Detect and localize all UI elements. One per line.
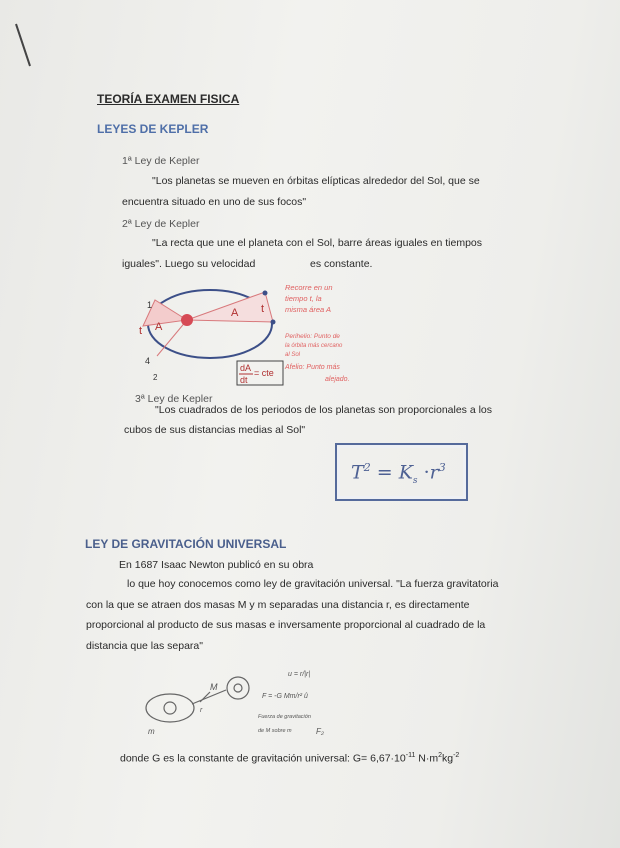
mass-big-circle	[227, 677, 249, 699]
gravitation-line3: con la que se atraen dos masas M y m separadas una distancia r, es directamente	[86, 599, 470, 611]
law3-label: 3ª Ley de Kepler	[135, 393, 213, 405]
constant-exp2: 2	[438, 752, 442, 759]
cte-label: = cte	[254, 368, 274, 378]
note-afelio-1: Afelio: Punto más	[285, 364, 340, 371]
formula-t: T	[351, 461, 364, 484]
law2-text-line1: "La recta que une el planeta con el Sol, barre áreas iguales en tiempos	[152, 237, 483, 249]
kepler-third-law-formula-box	[335, 443, 468, 501]
constant-text: donde G es la constante de gravitación universal: G= 6,67·10	[120, 752, 406, 765]
sketch-note-1: Fuerza de gravitación	[258, 714, 311, 720]
law3-text-line1: "Los cuadrados de los periodos de los planetas son proporcionales a los	[155, 404, 493, 416]
formula	[351, 461, 446, 486]
mass-M-label: M	[210, 682, 218, 692]
mass-m-label: m	[148, 727, 155, 736]
formula-k-sub: s	[412, 476, 418, 487]
kepler-heading: LEYES DE KEPLER	[97, 122, 209, 136]
note-recorre-2: tiempo t, la	[285, 294, 322, 303]
dt-label: dt	[240, 375, 248, 385]
point-2-label: 2	[153, 373, 158, 382]
gravitation-line5: distancia que las separa"	[86, 640, 203, 652]
mass-m-inner	[164, 702, 176, 714]
constant-exp1: -11	[405, 752, 416, 759]
point-1-label: 1	[147, 300, 153, 310]
constant-units2: kg	[442, 752, 454, 765]
kepler-orbit-diagram	[135, 278, 395, 390]
sketch-note-2: de M sobre m	[258, 728, 292, 734]
formula-r-exp: 3	[438, 461, 446, 474]
point-4-label: 4	[145, 356, 151, 366]
formula-r: r	[429, 461, 439, 484]
gravitation-line2: lo que hoy conocemos como ley de gravitación universal. "La fuerza gravitatoria	[127, 578, 499, 590]
gravitation-line4: proporcional al producto de sus masas e inversamente proporcional al cuadrado de la	[86, 619, 486, 631]
sun-icon	[181, 314, 193, 326]
staple-mark	[8, 20, 38, 70]
note-recorre-1: Recorre en un	[285, 283, 333, 292]
gravitation-sketch	[140, 660, 360, 742]
note-perihelio-3: al Sol	[285, 352, 301, 358]
formula-eq: =	[376, 461, 393, 484]
law1-text-line2: encuentra situado en uno de sus focos"	[122, 196, 307, 208]
formula-dot: ·	[423, 461, 430, 484]
mass-m-outline	[146, 694, 194, 722]
planet-dot-1	[263, 291, 268, 296]
gravitation-line1: En 1687 Isaac Newton publicó en su obra	[119, 559, 314, 571]
unit-vector-def: u = r/|r|	[288, 671, 311, 678]
document-title: TEORÍA EXAMEN FISICA	[97, 92, 240, 106]
sketch-force-label: F₂	[316, 727, 324, 736]
law2-text-line2b: es constante.	[310, 258, 373, 270]
constant-exp3: -2	[453, 752, 460, 759]
gravitation-constant-line	[120, 752, 459, 765]
law1-text-line1: "Los planetas se mueven en órbitas elípticas alrededor del Sol, que se	[152, 175, 480, 187]
time-label-right: t	[261, 303, 265, 315]
staple-line	[16, 24, 30, 66]
note-perihelio-2: la órbita más cercano	[285, 343, 343, 349]
time-label-left: t	[139, 325, 143, 337]
note-perihelio-1: Perihelio: Punto de	[285, 333, 340, 340]
mass-big-core	[234, 684, 242, 692]
area-label-left: A	[155, 321, 163, 333]
formula-t-exp: 2	[363, 461, 371, 474]
law2-label: 2ª Ley de Kepler	[122, 218, 200, 230]
formula-k: K	[398, 461, 413, 484]
separation-line	[192, 690, 226, 704]
note-recorre-3: misma área A	[285, 305, 331, 314]
constant-units: N·m	[415, 752, 439, 765]
note-afelio-2: alejado.	[325, 376, 350, 383]
da-label: dA	[240, 363, 252, 373]
law3-text-line2: cubos de sus distancias medias al Sol"	[124, 424, 306, 436]
area-label-right: A	[231, 307, 239, 319]
gravity-force-equation: F = -G Mm/r² û	[262, 693, 308, 700]
gravitation-heading: LEY DE GRAVITACIÓN UNIVERSAL	[85, 537, 287, 551]
planet-dot-2	[271, 320, 276, 325]
law1-label: 1ª Ley de Kepler	[122, 155, 200, 167]
law2-text-line2a: iguales". Luego su velocidad	[122, 258, 256, 270]
distance-r-label: r	[200, 707, 203, 714]
